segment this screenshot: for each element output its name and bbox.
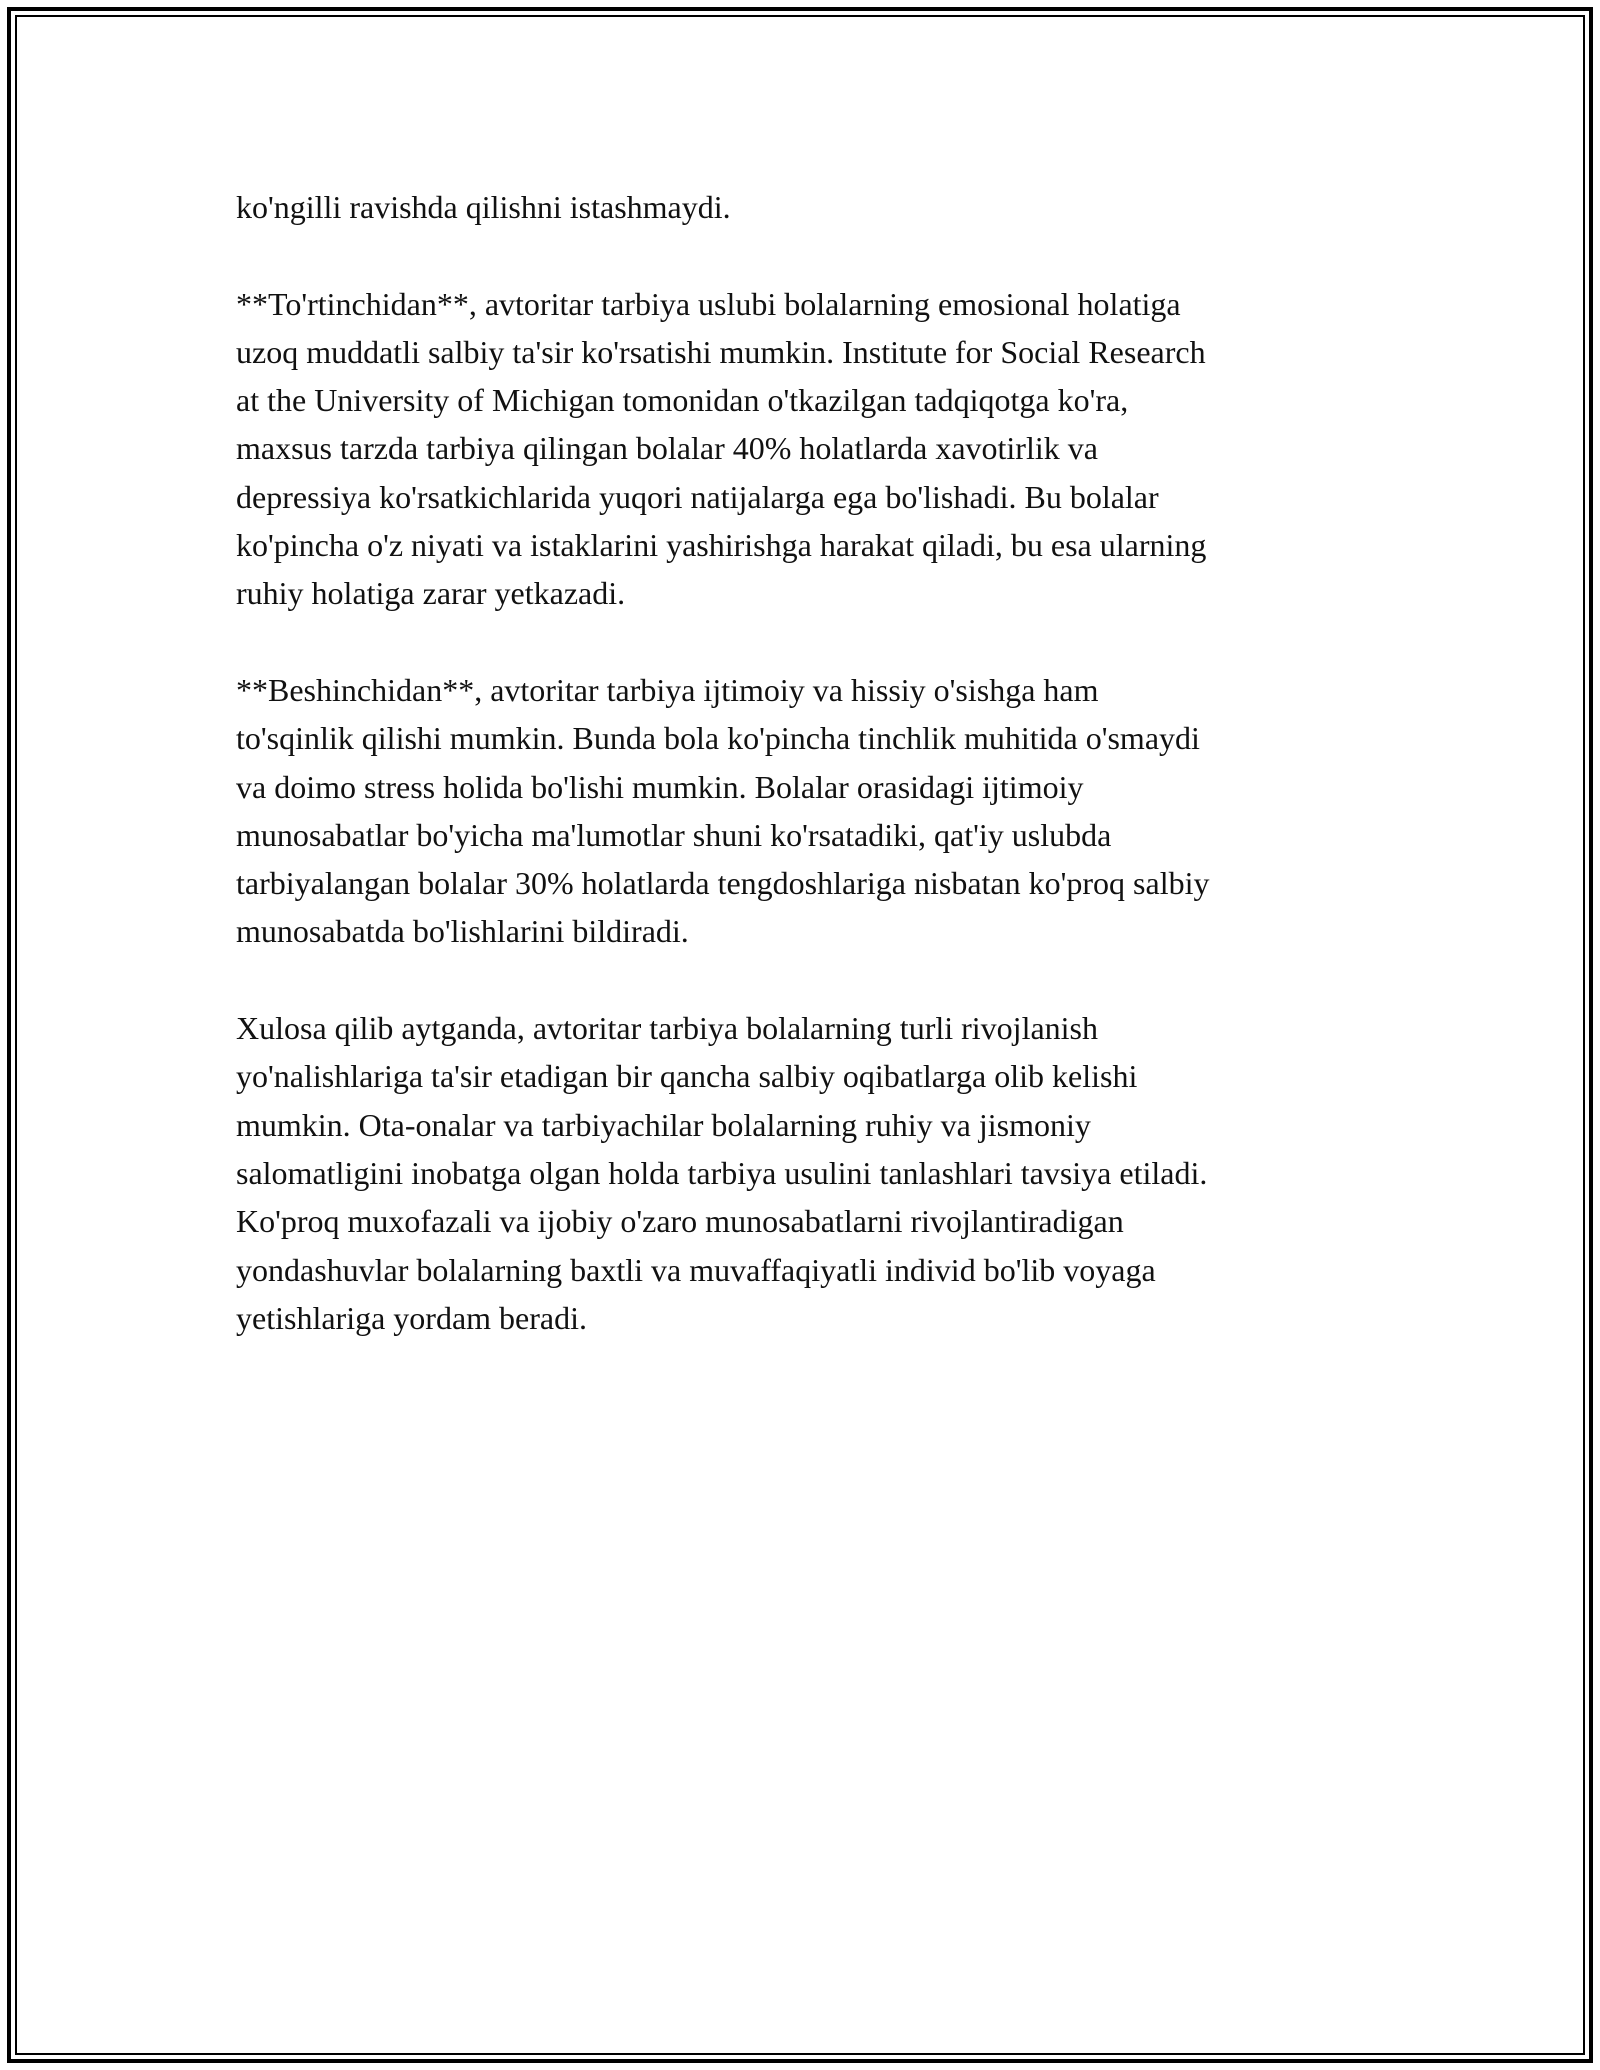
paragraph-beshinchidan (236, 666, 1376, 956)
text-line: at the University of Michigan tomonidan o'tkazilgan tadqiqotga ko'ra, (236, 382, 1129, 419)
text-line: uzoq muddatli salbiy ta'sir ko'rsatishi mumkin. Institute for Social Research (236, 333, 1206, 370)
text-line: tarbiyalangan bolalar 30% holatlarda tengdoshlariga nisbatan ko'proq salbiy (236, 865, 1210, 902)
text-line: salomatligini inobatga olgan holda tarbiya usulini tanlashlari tavsiya etiladi. (236, 1154, 1208, 1191)
text-line: ruhiy holatiga zarar yetkazadi. (236, 575, 626, 612)
text-line: Xulosa qilib aytganda, avtoritar tarbiya bolalarning turli rivojlanish (236, 1010, 1098, 1047)
paragraph-conclusion (236, 1004, 1376, 1342)
text-line: maxsus tarzda tarbiya qilingan bolalar 40% holatlarda xavotirlik va (236, 430, 1098, 467)
text-line: yo'nalishlariga ta'sir etadigan bir qancha salbiy oqibatlarga olib kelishi (236, 1058, 1138, 1095)
text-line: depressiya ko'rsatkichlarida yuqori natijalarga ega bo'lishadi. Bu bolalar (236, 478, 1159, 515)
text-line: munosabatlar bo'yicha ma'lumotlar shuni ko'rsatadiki, qat'iy uslubda (236, 816, 1112, 853)
text-line: Ko'proq muxofazali va ijobiy o'zaro munosabatlarni rivojlantiradigan (236, 1203, 1124, 1240)
paragraph-continuation (236, 183, 1376, 231)
paragraph-tortinchidan (236, 280, 1376, 618)
text-line: ko'ngilli ravishda qilishni istashmaydi. (236, 189, 731, 225)
text-line: ko'pincha o'z niyati va istaklarini yashirishga harakat qiladi, bu esa ularning (236, 527, 1207, 564)
text-line: mumkin. Ota-onalar va tarbiyachilar bolalarning ruhiy va jismoniy (236, 1106, 1091, 1143)
text-line: to'sqinlik qilishi mumkin. Bunda bola ko'pincha tinchlik muhitida o'smaydi (236, 720, 1200, 757)
document-body (236, 183, 1376, 1342)
text-line: yondashuvlar bolalarning baxtli va muvaffaqiyatli individ bo'lib voyaga (236, 1251, 1156, 1288)
text-line: **Beshinchidan**, avtoritar tarbiya ijtimoiy va hissiy o'sishga ham (236, 671, 1099, 708)
text-line: va doimo stress holida bo'lishi mumkin. Bolalar orasidagi ijtimoiy (236, 768, 1084, 805)
text-line: yetishlariga yordam beradi. (236, 1299, 587, 1336)
text-line: munosabatda bo'lishlarini bildiradi. (236, 913, 689, 950)
text-line: **To'rtinchidan**, avtoritar tarbiya uslubi bolalarning emosional holatiga (236, 285, 1181, 322)
